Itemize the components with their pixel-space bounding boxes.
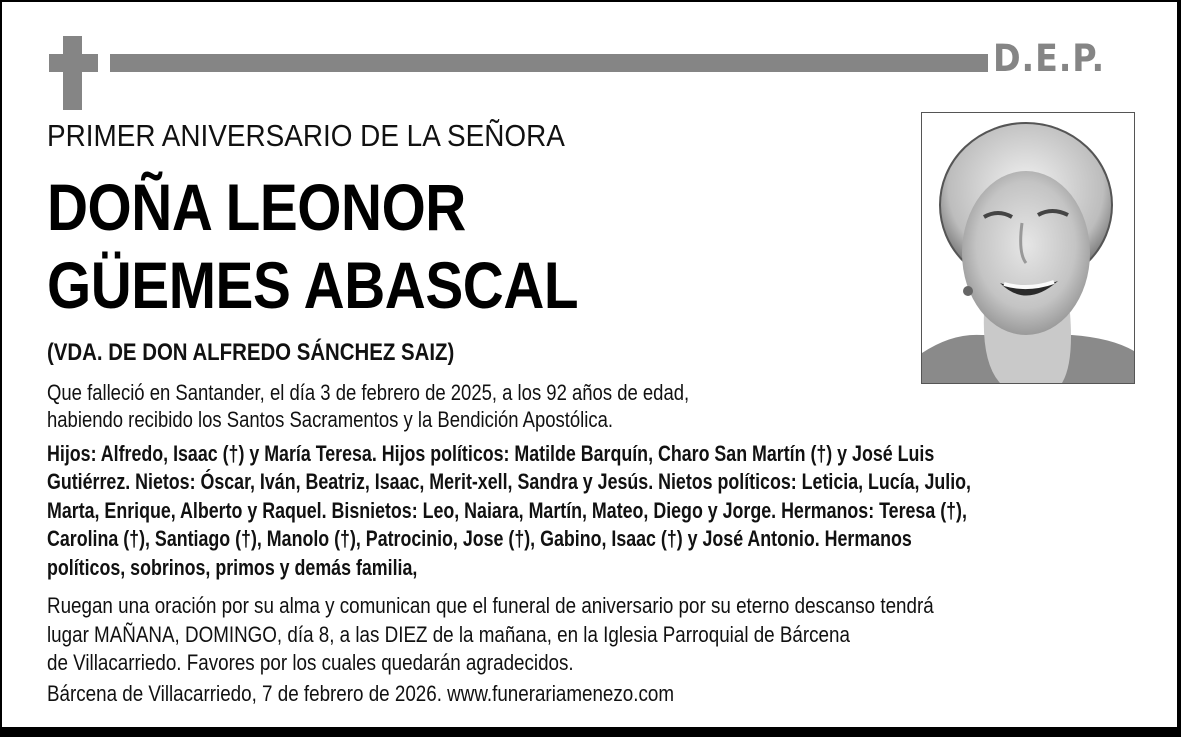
- notice-subtitle: PRIMER ANIVERSARIO DE LA SEÑORA: [47, 118, 565, 153]
- cross-icon: [63, 36, 82, 110]
- funeral-request: [47, 592, 934, 678]
- text-line: habiendo recibido los Santos Sacramentos y la Bendición Apostólica.: [47, 407, 614, 432]
- dep-label: D.E.P.: [993, 37, 1106, 80]
- widow-of: (VDA. DE DON ALFREDO SÁNCHEZ SAIZ): [47, 339, 455, 366]
- text-line: Hijos: Alfredo, Isaac (†) y María Teresa. Hijos políticos: Matilde Barquín, Charo San Martín (†) y José Luis: [47, 441, 935, 466]
- deceased-name-line1: DOÑA LEONOR: [47, 170, 466, 244]
- portrait-image: [922, 113, 1134, 383]
- text-line: políticos, sobrinos, primos y demás familia,: [47, 554, 418, 580]
- deceased-name-line2: GÜEMES ABASCAL: [47, 248, 579, 322]
- obituary-notice: [2, 2, 1177, 727]
- cross-icon-arm: [49, 54, 98, 72]
- text-line: Gutiérrez. Nietos: Óscar, Iván, Beatriz, Isaac, Merit-xell, Sandra y Jesús. Nietos políticos: Leticia, Lucía, Julio,: [47, 469, 971, 495]
- portrait-photo: [921, 112, 1135, 384]
- text-line: lugar MAÑANA, DOMINGO, día 8, a las DIEZ de la mañana, en la Iglesia Parroquial de Bárcena: [47, 621, 850, 647]
- text-line: de Villacarriedo. Favores por los cuales quedarán agradecidos.: [47, 650, 574, 675]
- death-details: [47, 379, 689, 433]
- text-line: Ruegan una oración por su alma y comunican que el funeral de aniversario por su eterno descanso tendrá: [47, 593, 934, 618]
- text-line: Marta, Enrique, Alberto y Raquel. Bisnietos: Leo, Naiara, Martín, Mateo, Diego y Jorge. Hermanos: Teresa (†),: [47, 497, 967, 523]
- header-rule: [110, 54, 988, 72]
- footer-place-date-website: Bárcena de Villacarriedo, 7 de febrero de 2026. www.funerariamenezo.com: [47, 681, 675, 706]
- family-list: [47, 440, 971, 582]
- text-line: Que falleció en Santander, el día 3 de febrero de 2025, a los 92 años de edad,: [47, 380, 690, 405]
- text-line: Carolina (†), Santiago (†), Manolo (†), Patrocinio, Jose (†), Gabino, Isaac (†) y José Antonio. Hermanos: [47, 526, 912, 552]
